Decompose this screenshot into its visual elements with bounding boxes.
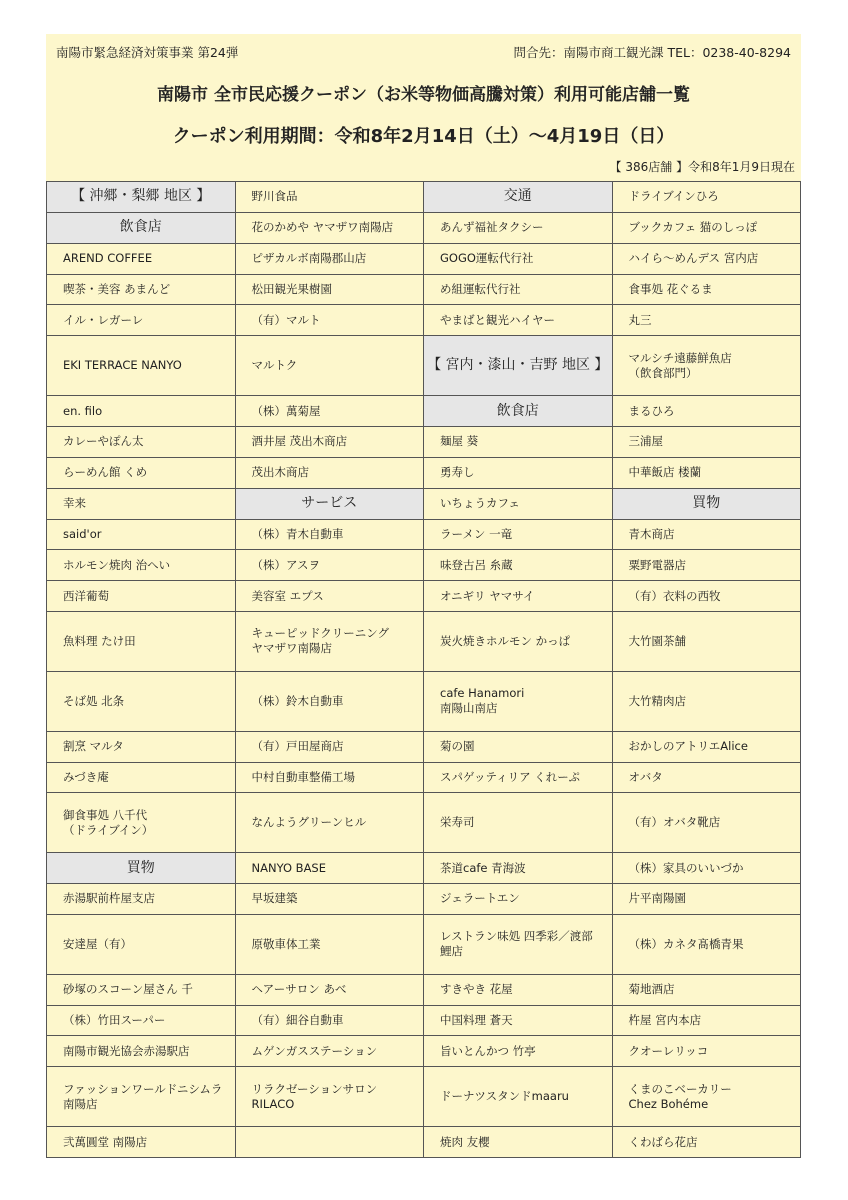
store-name: 赤湯駅前杵屋支店 [47, 884, 236, 915]
category-header: 飲食店 [424, 396, 613, 427]
store-name: 美容室 エプス [235, 581, 424, 612]
store-name: 青木商店 [612, 519, 801, 550]
table-row [47, 336, 801, 396]
store-name: 魚料理 たけ田 [47, 612, 236, 672]
store-name: 野川食品 [235, 182, 424, 213]
store-name: 栄寿司 [424, 793, 613, 853]
store-name: 割烹 マルタ [47, 731, 236, 762]
store-name: 原敬車体工業 [235, 914, 424, 974]
store-name: 喫茶・美容 あまんど [47, 274, 236, 305]
store-name: 茂出木商店 [235, 457, 424, 488]
store-name: キューピッドクリーニング ヤマザワ南陽店 [235, 612, 424, 672]
store-name: （株）鈴木自動車 [235, 671, 424, 731]
category-header: 飲食店 [47, 212, 236, 243]
category-header: 【 宮内・漆山・吉野 地区 】 [424, 336, 613, 396]
empty-cell [235, 1127, 424, 1158]
table-row [47, 731, 801, 762]
table-row [47, 793, 801, 853]
table-row [47, 457, 801, 488]
store-name: ヘアーサロン あべ [235, 974, 424, 1005]
table-row [47, 1036, 801, 1067]
store-name: まるひろ [612, 396, 801, 427]
store-name: 菊地酒店 [612, 974, 801, 1005]
store-name: あんず福祉タクシー [424, 212, 613, 243]
store-name: 御食事処 八千代 （ドライブイン） [47, 793, 236, 853]
table-row [47, 884, 801, 915]
store-name: 大竹園茶舗 [612, 612, 801, 672]
store-name: （有）マルト [235, 305, 424, 336]
table-row [47, 243, 801, 274]
category-header: サービス [235, 488, 424, 519]
store-name: イル・レガーレ [47, 305, 236, 336]
store-name: （株）萬菊屋 [235, 396, 424, 427]
coupon-period: クーポン利用期間：令和8年2月14日（土）～4月19日（日） [172, 126, 675, 147]
store-name: 粟野電器店 [612, 550, 801, 581]
store-name: 早坂建築 [235, 884, 424, 915]
table-row [47, 974, 801, 1005]
store-name: オニギリ ヤマサイ [424, 581, 613, 612]
store-name: said'or [47, 519, 236, 550]
store-name: レストラン味処 四季彩／渡部 鯉店 [424, 914, 613, 974]
store-name: 南陽市観光協会赤湯駅店 [47, 1036, 236, 1067]
table-row [47, 519, 801, 550]
store-name: AREND COFFEE [47, 243, 236, 274]
table-row [47, 396, 801, 427]
store-name: 大竹精肉店 [612, 671, 801, 731]
store-name: （有）細谷自動車 [235, 1005, 424, 1036]
table-row [47, 1067, 801, 1127]
store-name: 中華飯店 楼蘭 [612, 457, 801, 488]
store-name: め組運転代行社 [424, 274, 613, 305]
store-name: 焼肉 友櫻 [424, 1127, 613, 1158]
store-name: すきやき 花屋 [424, 974, 613, 1005]
store-name: 花のかめや ヤマザワ南陽店 [235, 212, 424, 243]
store-name: （株）家具のいいづか [612, 853, 801, 884]
store-name: リラクゼーションサロン RILACO [235, 1067, 424, 1127]
program-label: 南陽市緊急経済対策事業 第24弾 [56, 45, 239, 60]
store-name: くまのこベーカリー Chez Bohéme [612, 1067, 801, 1127]
store-name: ドライブインひろ [612, 182, 801, 213]
store-name: スパゲッティリア くれーぷ [424, 762, 613, 793]
store-name: 酒井屋 茂出木商店 [235, 426, 424, 457]
store-name: （有）戸田屋商店 [235, 731, 424, 762]
store-name: 砂塚のスコーン屋さん 千 [47, 974, 236, 1005]
store-name: （株）竹田スーパー [47, 1005, 236, 1036]
store-name: 西洋葡萄 [47, 581, 236, 612]
store-name: GOGO運転代行社 [424, 243, 613, 274]
store-name: マルシチ遠藤鮮魚店 （飲食部門） [612, 336, 801, 396]
document-header [46, 34, 801, 181]
store-name: 旨いとんかつ 竹亭 [424, 1036, 613, 1067]
store-name: 幸来 [47, 488, 236, 519]
store-name: ジェラートエン [424, 884, 613, 915]
contact-info: 問合先：南陽市商工観光課 TEL：0238-40-8294 [513, 45, 791, 60]
store-name: カレーやぽん太 [47, 426, 236, 457]
store-name: ブックカフェ 猫のしっぽ [612, 212, 801, 243]
table-row [47, 914, 801, 974]
store-name: cafe Hanamori 南陽山南店 [424, 671, 613, 731]
table-row [47, 1005, 801, 1036]
store-name: 杵屋 宮内本店 [612, 1005, 801, 1036]
store-name: 安達屋（有） [47, 914, 236, 974]
table-row [47, 581, 801, 612]
category-header: 【 沖郷・梨郷 地区 】 [47, 182, 236, 213]
document-title: 南陽市 全市民応援クーポン（お米等物価高騰対策）利用可能店舗一覧 [157, 85, 690, 105]
table-row [47, 1127, 801, 1158]
store-name: （株）カネタ髙橋青果 [612, 914, 801, 974]
table-row [47, 182, 801, 213]
table-row [47, 671, 801, 731]
store-name: 麺屋 葵 [424, 426, 613, 457]
table-row [47, 305, 801, 336]
store-name: らーめん館 くめ [47, 457, 236, 488]
store-name: やまばと観光ハイヤー [424, 305, 613, 336]
store-name: （有）オバタ靴店 [612, 793, 801, 853]
store-name: 中村自動車整備工場 [235, 762, 424, 793]
store-name: 勇寿し [424, 457, 613, 488]
store-name: マルトク [235, 336, 424, 396]
store-name: ファッションワールドニシムラ 南陽店 [47, 1067, 236, 1127]
store-name: そば処 北条 [47, 671, 236, 731]
store-name: ムゲンガスステーション [235, 1036, 424, 1067]
store-name: en. filo [47, 396, 236, 427]
store-name: 三浦屋 [612, 426, 801, 457]
store-name: （株）アスヲ [235, 550, 424, 581]
store-name: ラーメン 一竜 [424, 519, 613, 550]
store-name: EKI TERRACE NANYO [47, 336, 236, 396]
table-row [47, 612, 801, 672]
store-name: 片平南陽園 [612, 884, 801, 915]
store-name: ドーナツスタンドmaaru [424, 1067, 613, 1127]
store-name: みづき庵 [47, 762, 236, 793]
table-row [47, 853, 801, 884]
store-name: オバタ [612, 762, 801, 793]
store-list-table [46, 181, 801, 1158]
store-count: 【 386店舗 】令和8年1月9日現在 [609, 160, 795, 174]
table-row [47, 212, 801, 243]
store-name: ハイら～めんデス 宮内店 [612, 243, 801, 274]
store-name: （有）衣料の西牧 [612, 581, 801, 612]
store-name: 味登古呂 糸蔵 [424, 550, 613, 581]
store-name: 炭火焼きホルモン かっぱ [424, 612, 613, 672]
store-name: くわばら花店 [612, 1127, 801, 1158]
store-name: NANYO BASE [235, 853, 424, 884]
category-header: 交通 [424, 182, 613, 213]
table-row [47, 274, 801, 305]
store-name: （株）青木自動車 [235, 519, 424, 550]
store-name: 中国料理 蒼天 [424, 1005, 613, 1036]
table-row [47, 488, 801, 519]
category-header: 買物 [47, 853, 236, 884]
table-row [47, 762, 801, 793]
store-name: ピザカルボ南陽郡山店 [235, 243, 424, 274]
store-name: いちょうカフェ [424, 488, 613, 519]
category-header: 買物 [612, 488, 801, 519]
store-name: クオーレリッコ [612, 1036, 801, 1067]
store-name: ホルモン焼肉 治へい [47, 550, 236, 581]
store-name: 丸三 [612, 305, 801, 336]
store-name: なんようグリーンヒル [235, 793, 424, 853]
store-name: おかしのアトリエAlice [612, 731, 801, 762]
store-name: 松田観光果樹園 [235, 274, 424, 305]
table-row [47, 550, 801, 581]
store-name: 茶道cafe 青海波 [424, 853, 613, 884]
store-name: 弐萬圓堂 南陽店 [47, 1127, 236, 1158]
table-row [47, 426, 801, 457]
store-name: 菊の園 [424, 731, 613, 762]
store-name: 食事処 花ぐるま [612, 274, 801, 305]
